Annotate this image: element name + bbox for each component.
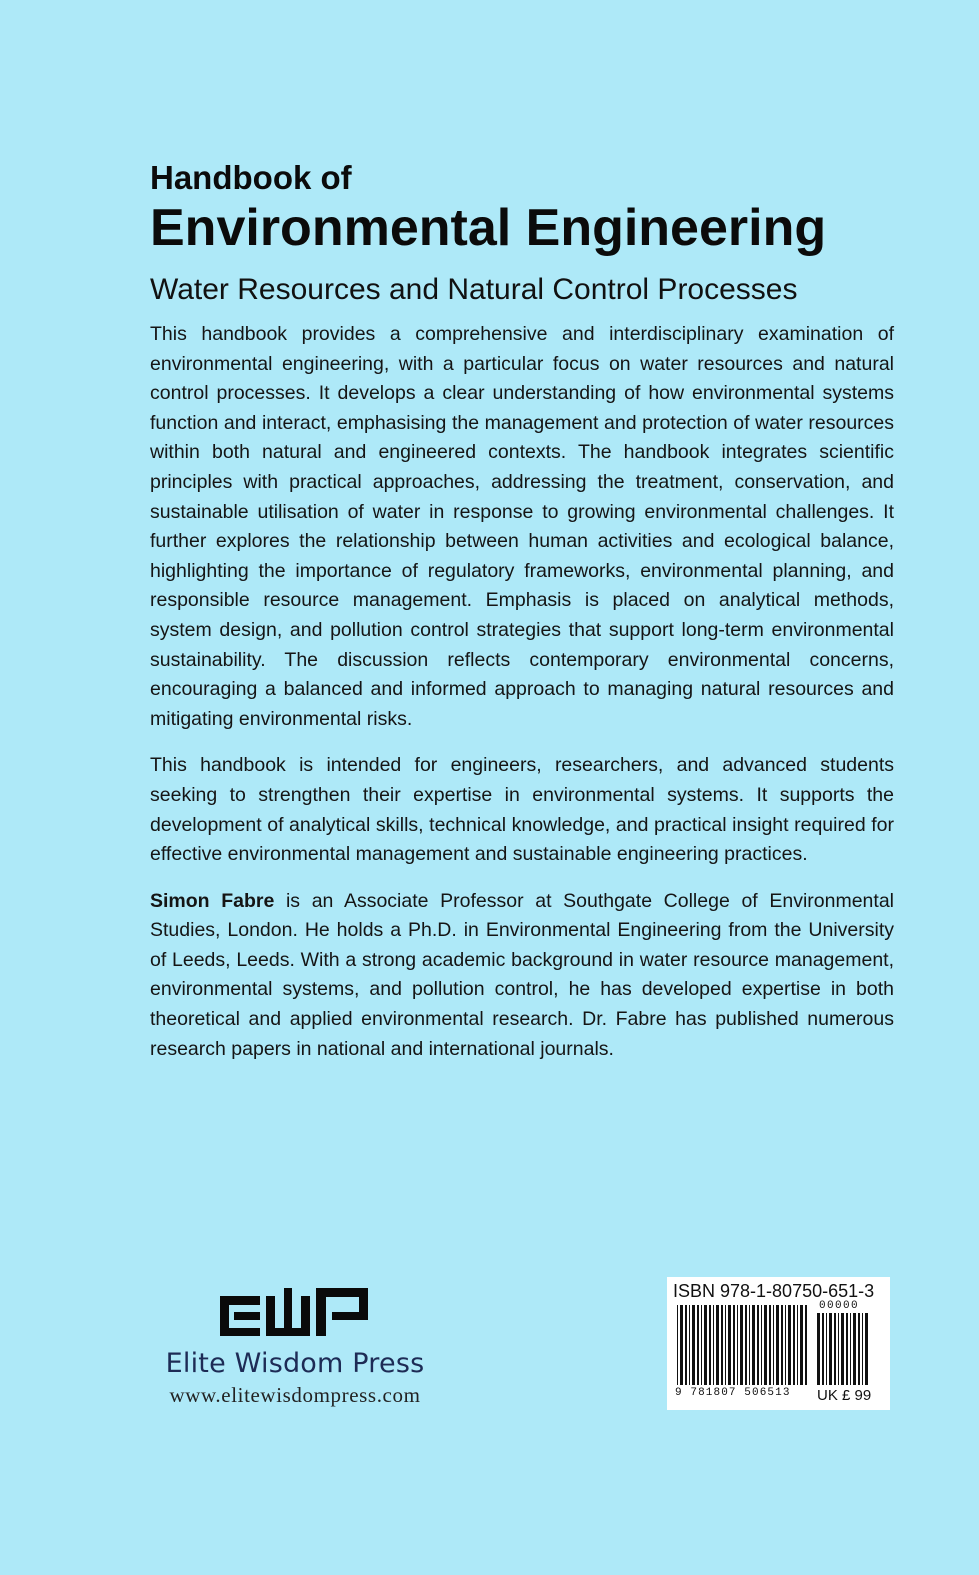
publisher-logo-block — [150, 1288, 440, 1408]
barcode-digits: 9 781807 506513 — [675, 1387, 791, 1399]
back-cover-content — [150, 158, 894, 1081]
book-subtitle: Water Resources and Natural Control Processes — [150, 273, 798, 306]
isbn-label: ISBN 978-1-80750-651-3 — [673, 1281, 875, 1301]
price-label: UK £ 99 — [817, 1387, 872, 1404]
description-paragraph-1: This handbook provides a comprehensive and interdisciplinary examination of environmental engineering, with a particular focus on water resources and natural control processes. It develops a clear understanding of how environmental systems function and interact, emphasising the management and protection of water resources within both natural and engineered contexts. The handbook integrates scientific principles with practical approaches, addressing the treatment, conservation, and sustainable utilisation of water in response to growing environmental challenges. It further explores the relationship between human activities and ecological balance, highlighting the importance of regulatory frameworks, environmental planning, and responsible resource management. Emphasis is placed on analytical methods, system design, and pollution control strategies that support long-term environmental sustainability. The discussion reflects contemporary environmental concerns, encouraging a balanced and informed approach to managing natural resources and mitigating environmental risks. — [150, 323, 894, 730]
publisher-url[interactable]: www.elitewisdompress.com — [169, 1383, 421, 1407]
barcode-addon-digits: 00000 — [819, 1300, 860, 1312]
author-name: Simon Fabre — [150, 889, 275, 912]
ewp-logo — [220, 1288, 370, 1342]
author-bio-text: is an Associate Professor at Southgate College of Environmental Studies, London. He holds a Ph.D. in Environmental Engineering from the University of Leeds, Leeds. With a strong academic background in water resource management, environmental systems, and pollution control, he has developed expertise in both theoretical and applied environmental research. Dr. Fabre has published numerous research papers in national and international journals. — [150, 889, 894, 1060]
author-bio — [150, 887, 894, 1065]
isbn-barcode — [667, 1277, 890, 1410]
title-prefix: Handbook of — [150, 159, 352, 196]
description-paragraph-2: This handbook is intended for engineers, researchers, and advanced students seeking to strengthen their expertise in environmental systems. It supports the development of analytical skills, technical knowledge, and practical insight required for effective environmental management and sustainable engineering practices. — [150, 754, 894, 866]
book-title: Environmental Engineering — [150, 199, 827, 257]
publisher-name: Elite Wisdom Press — [165, 1348, 425, 1379]
